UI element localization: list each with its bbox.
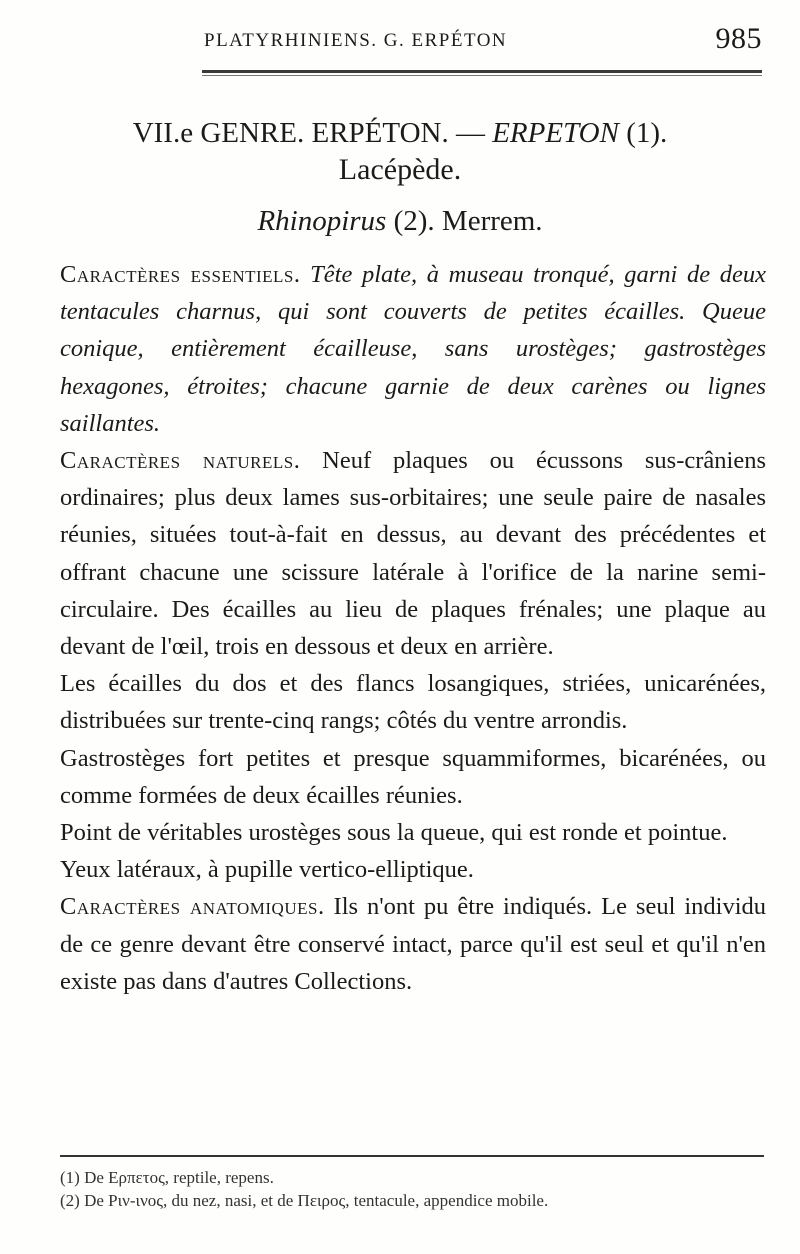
paragraph-gastrosteges: Gastrostèges fort petites et presque squammiformes, bicarénées, ou comme formées de deux écailles réunies. <box>60 744 766 809</box>
footnote-1: (1) De Eρπετος, reptile, repens. <box>60 1168 274 1187</box>
footnote-2: (2) De Ριν-ινος, du nez, nasi, et de Πειρος, tentacule, appendice mobile. <box>60 1191 549 1210</box>
paragraph-eyes: Yeux latéraux, à pupille vertico-elliptique. <box>60 856 474 884</box>
paragraph-natural-characters <box>60 442 766 665</box>
synonym-author: (2). Merrem. <box>386 205 543 237</box>
paragraph-urosteges: Point de véritables urostèges sous la queue, qui est ronde et pointue. <box>60 819 728 847</box>
running-head <box>204 22 762 58</box>
running-head-title: PLATYRHINIENS. G. ERPÉTON <box>204 30 508 51</box>
body-text <box>60 256 766 1000</box>
section-label-anatomical: Caractères anatomiques. <box>60 893 325 921</box>
genre-author: Lacépède. <box>338 153 462 186</box>
genre-synonym <box>0 203 800 239</box>
natural-characters-text: Neuf plaques ou écussons sus-crâniens ordinaires; plus deux lames sus-orbitaires; une seule paire de nasales réunies, situées tout-à-fait en dessus, au devant des précédentes et offrant chacune une scissure latérale à l'orifice de la narine semi-circulaire. Des écailles au lieu de plaques frénales; une plaque au devant de l'œil, trois en dessous et deux en arrière. <box>60 447 766 661</box>
header-rule <box>202 70 762 73</box>
section-label-natural: Caractères naturels. <box>60 447 301 475</box>
genre-heading-suffix: (1). <box>618 117 668 149</box>
genre-heading-prefix: VII.e GENRE. ERPÉTON. — <box>132 117 493 149</box>
anatomical-characters-text: Ils n'ont pu être indiqués. Le seul individu de ce genre devant être conservé intact, parce qu'il est seul et qu'il n'en existe pas dans d'autres Collections. <box>60 893 766 995</box>
genre-heading <box>0 115 800 151</box>
genre-heading-latin: ERPETON <box>492 117 619 149</box>
page-number: 985 <box>715 22 762 55</box>
section-label-essential: Caractères essentiels. <box>60 261 301 288</box>
paragraph-anatomical-characters <box>60 888 766 1000</box>
synonym-name: Rhinopirus <box>257 205 387 237</box>
footnote-rule <box>60 1155 764 1157</box>
paragraph-essential-characters <box>60 256 766 442</box>
paragraph-scales: Les écailles du dos et des flancs losangiques, striées, unicarénées, distribuées sur trente-cinq rangs; côtés du ventre arrondis. <box>60 670 766 735</box>
footnotes <box>60 1166 766 1212</box>
essential-characters-text: Tête plate, à museau tronqué, garni de deux tentacules charnus, qui sont couverts de petites écailles. Queue conique, entièrement écailleuse, sans urostèges; gastrostèges hexagones, étroites; chacune garnie de deux carènes ou lignes saillantes. <box>60 261 766 437</box>
header-rule-thin <box>202 75 762 76</box>
